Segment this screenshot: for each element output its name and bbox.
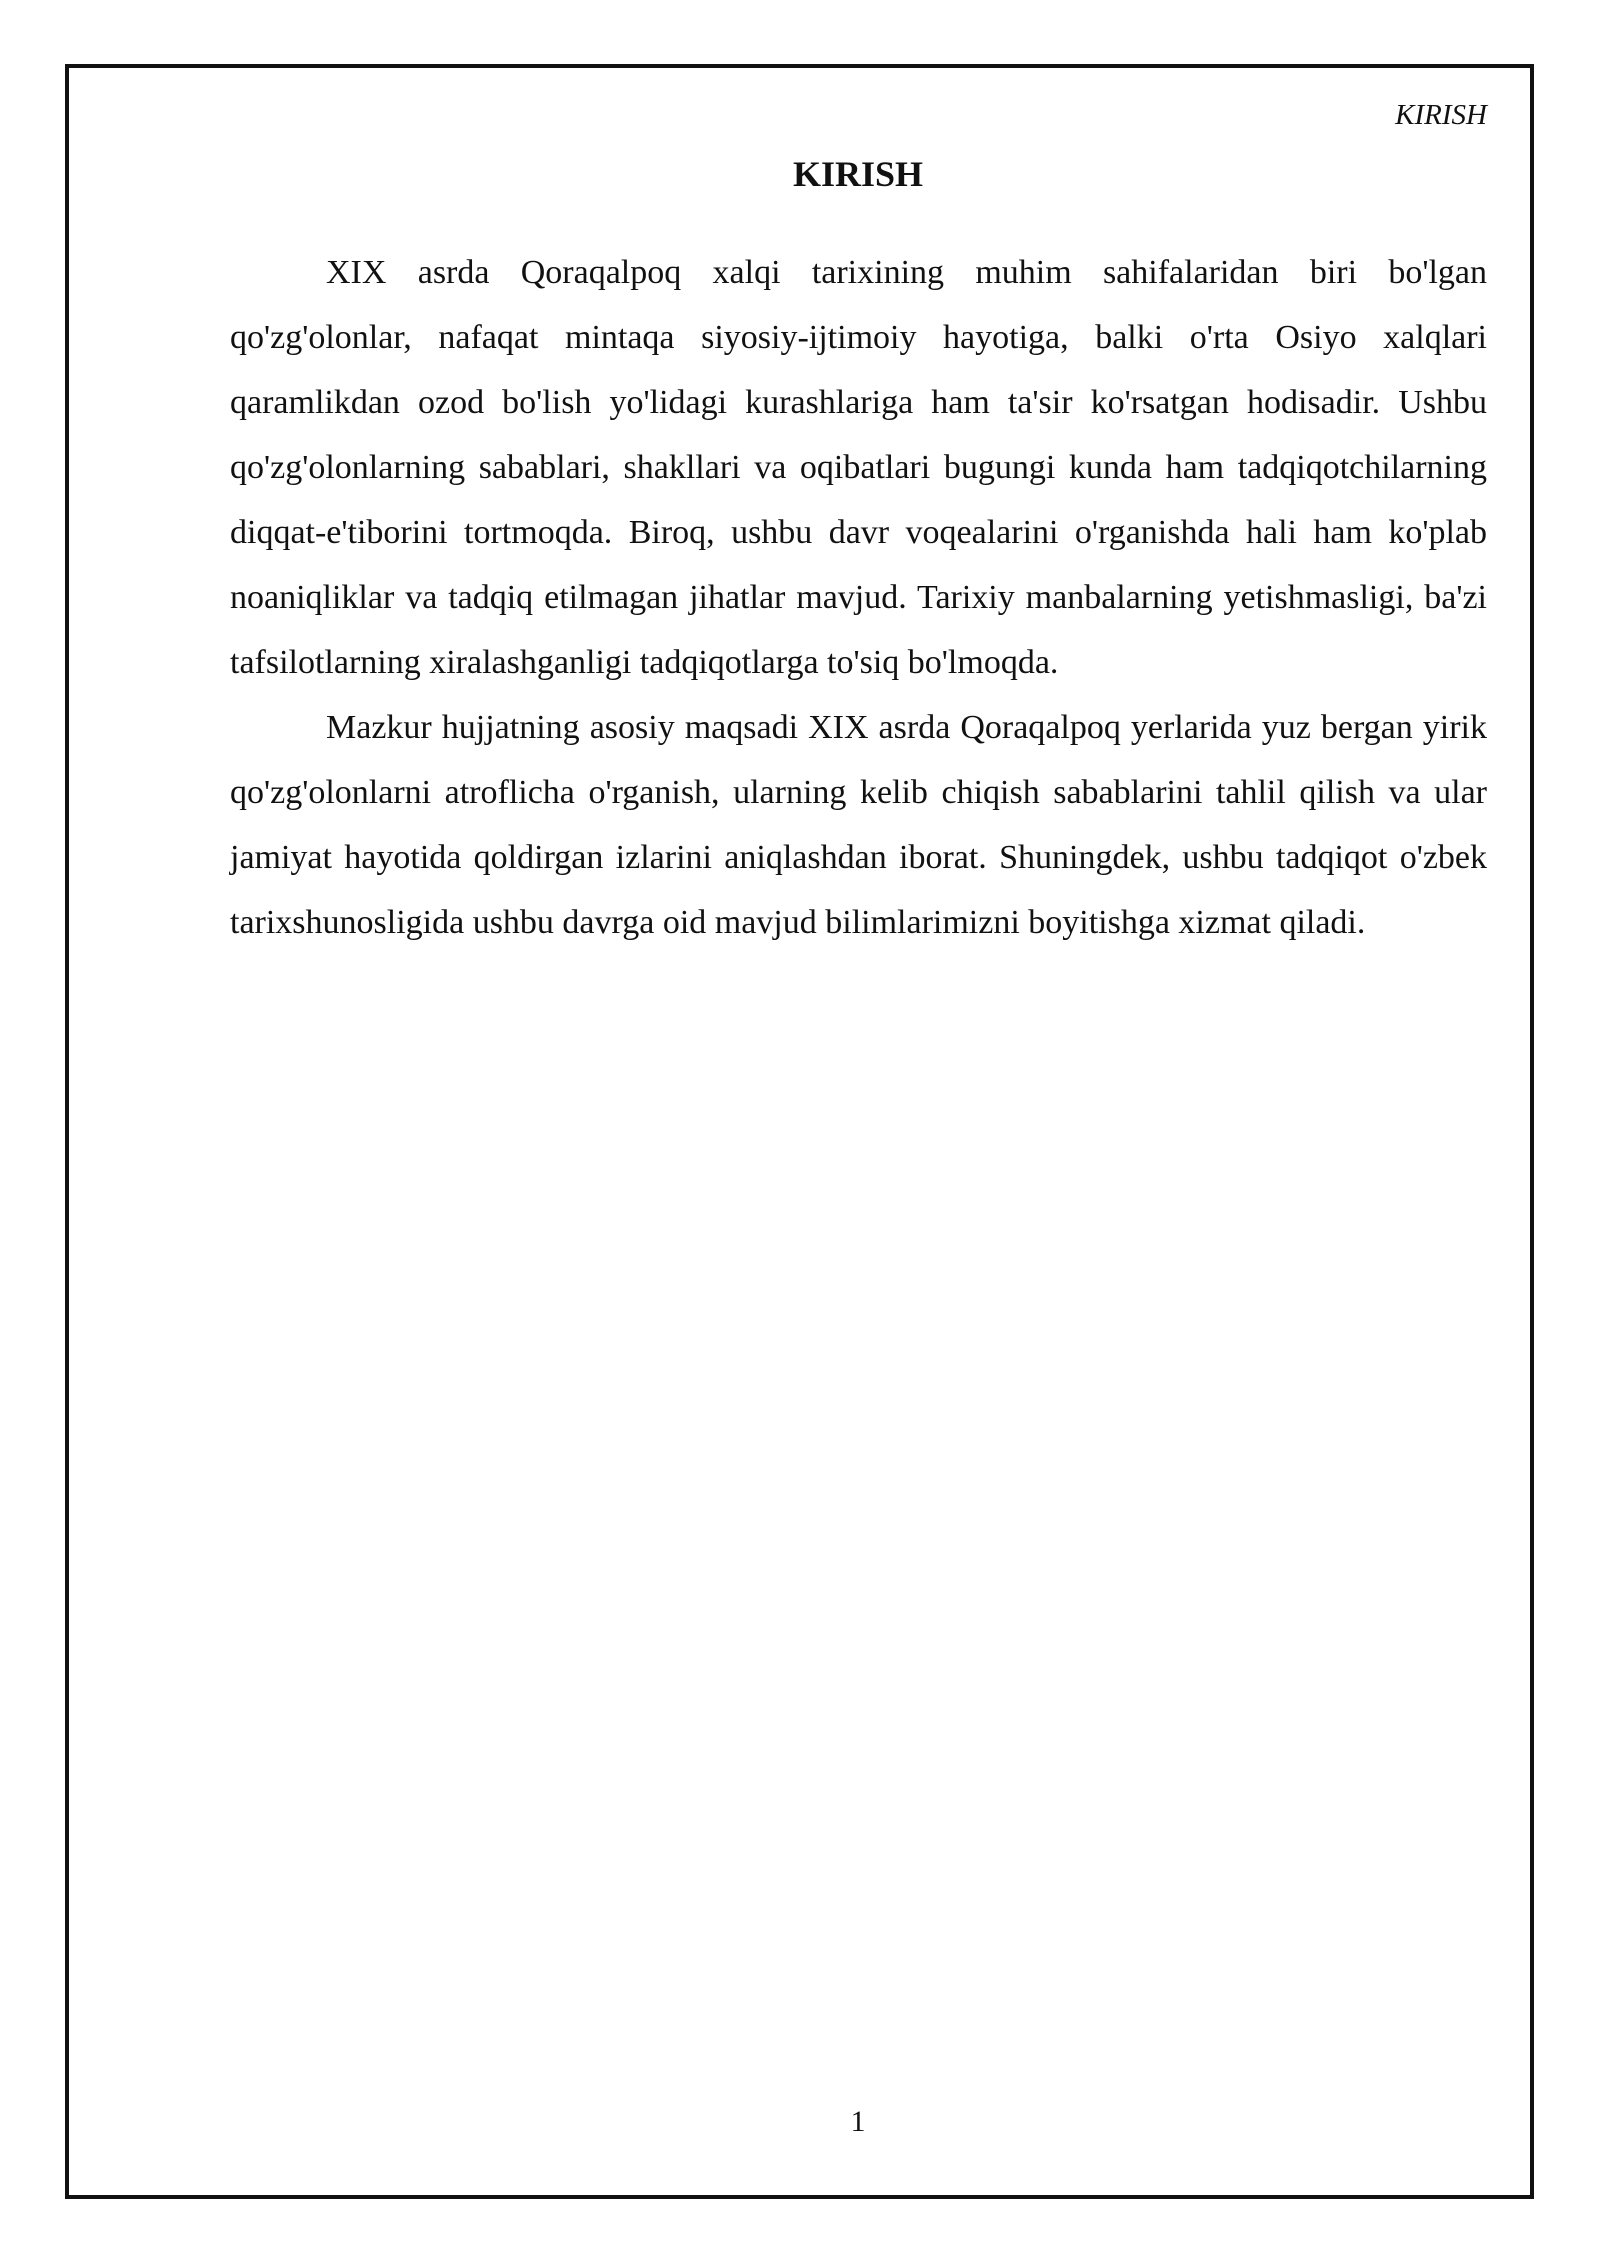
paragraph-1: XIX asrda Qoraqalpoq xalqi tarixining muhim sahifalaridan biri bo'lgan qo'zg'olonlar, nafaqat mintaqa siyosiy-ijtimoiy hayotiga, balki o'rta Osiyo xalqlari qaramlikdan ozod bo'lish yo'lidagi kurashlariga ham ta'sir ko'rsatgan hodisadir. Ushbu qo'zg'olonlarning sabablari, shakllari va oqibatlari bugungi kunda ham tadqiqotchilarning diqqat-e'tiborini tortmoqda. Biroq, ushbu davr voqealarini o'rganishda hali ham ko'plab noaniqliklar va tadqiq etilmagan jihatlar mavjud. Tarixiy manbalarning yetishmasligi, ba'zi tafsilotlarning xiralashganligi tadqiqotlarga to'siq bo'lmoqda. — [230, 254, 1487, 681]
page-title: KIRISH — [792, 154, 924, 194]
paragraph-2: Mazkur hujjatning asosiy maqsadi XIX asrda Qoraqalpoq yerlarida yuz bergan yirik qo'zg'olonlarni atroflicha o'rganish, ularning kelib chiqish sabablarini tahlil qilish va ular jamiyat hayotida qoldirgan izlarini aniqlashdan iborat. Shuningdek, ushbu tadqiqot o'zbek tarixshunosligida ushbu davrga oid mavjud bilimlarimizni boyitishga xizmat qiladi. — [230, 709, 1487, 941]
page-number: 1 — [850, 2105, 866, 2138]
body-text — [230, 240, 1487, 955]
running-header: KIRISH — [1395, 99, 1487, 131]
